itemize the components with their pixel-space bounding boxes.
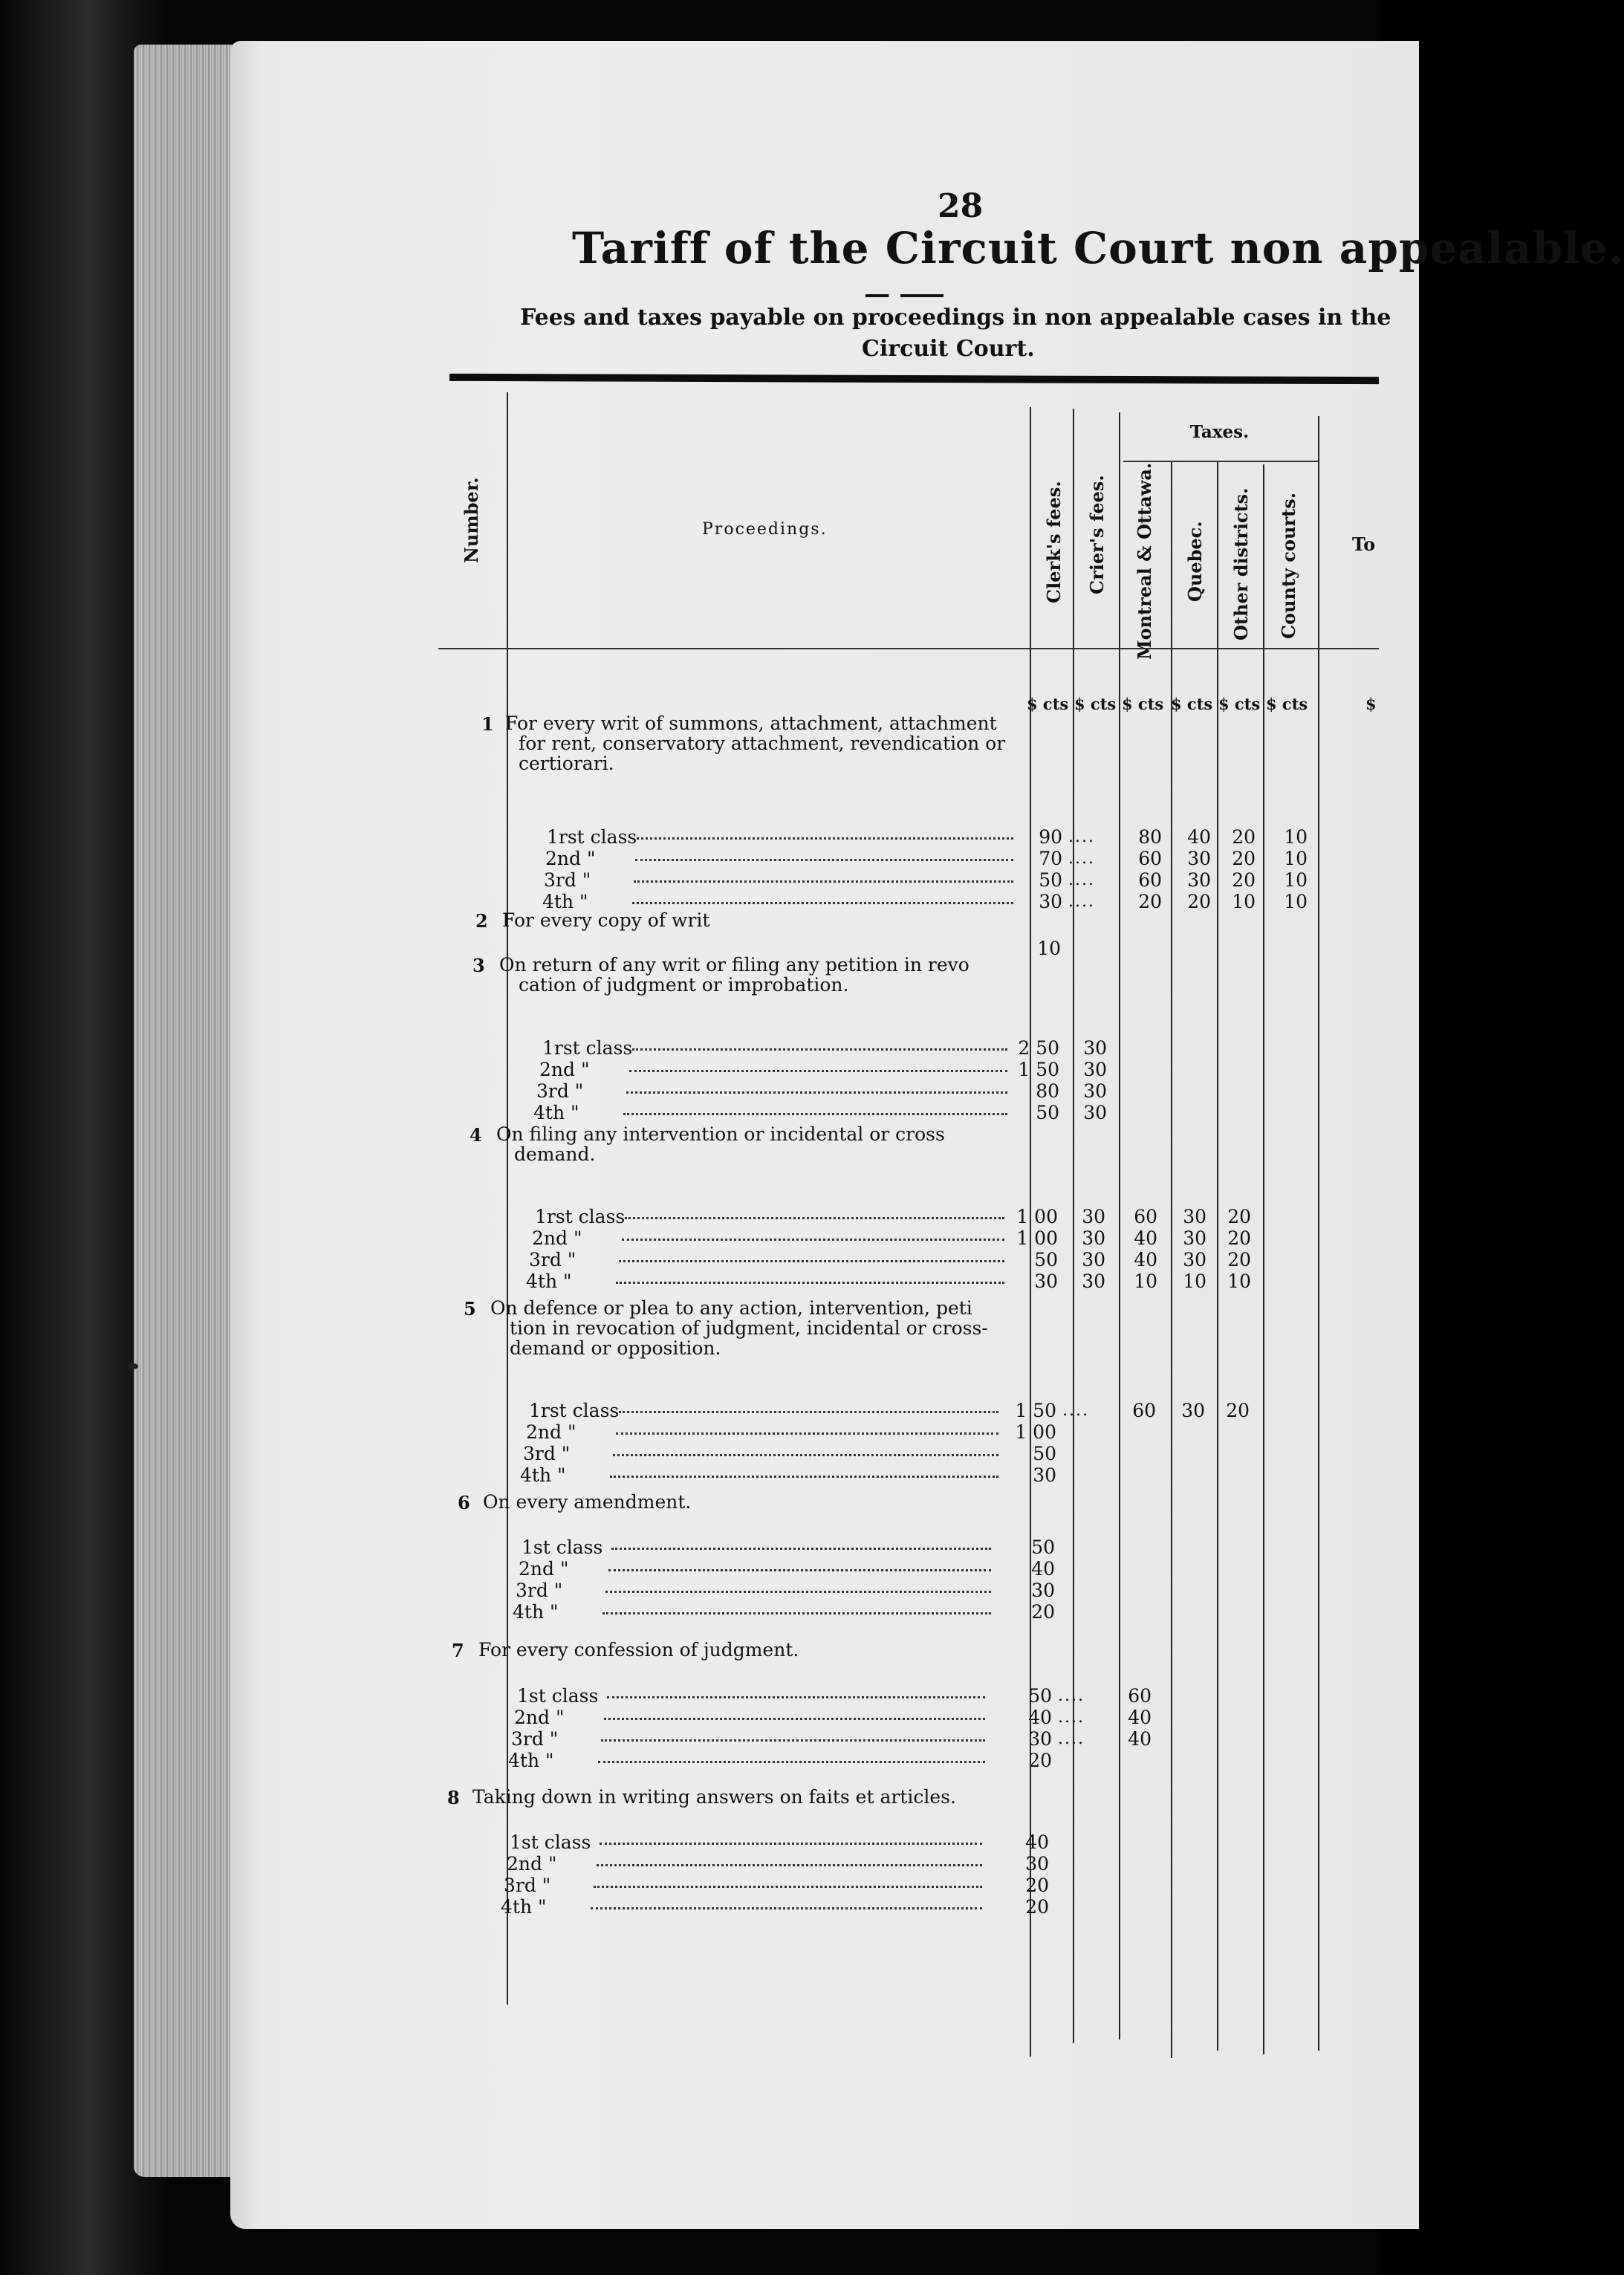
row-description <box>496 1124 1019 1164</box>
class-row <box>545 848 1013 869</box>
row-description-rest: tion in revocation of judgment, incidental or cross-demand or opposition. <box>510 1317 988 1359</box>
cell-clerk: 50 <box>1039 869 1062 891</box>
cell-quebec: 30 <box>1183 1206 1206 1227</box>
class-row <box>504 1875 982 1896</box>
cell-quebec: 30 <box>1183 1227 1206 1249</box>
class-row <box>529 1400 998 1421</box>
cell-quebec: 40 <box>1187 826 1211 848</box>
leader-dots <box>637 837 1013 840</box>
cell-montreal: 40 <box>1134 1249 1157 1270</box>
class-label: 4th " <box>533 1102 579 1123</box>
cell-clerk: 1 00 <box>1016 1206 1058 1227</box>
leader-dots <box>619 1411 998 1413</box>
class-label: 3rd " <box>544 869 591 891</box>
row-number: 6 <box>458 1492 470 1513</box>
cell-clerk: 1 50 <box>1015 1400 1056 1421</box>
leader-dots <box>623 1113 1007 1115</box>
unit-clerk: $ cts <box>1027 695 1069 713</box>
page-number: 28 <box>938 187 984 225</box>
cell-clerk: 2 50 <box>1018 1037 1059 1059</box>
unit-other: $ cts <box>1218 695 1261 713</box>
cell-crier: 30 <box>1082 1227 1105 1249</box>
class-label: 4th " <box>526 1270 572 1292</box>
header-number <box>455 476 499 580</box>
leader-dots <box>616 1282 1004 1284</box>
page-title: Tariff of the Circuit Court non appealable. <box>572 223 1624 273</box>
cell-clerk: 30 <box>1033 1464 1056 1486</box>
cell-county: 10 <box>1284 848 1308 869</box>
row-description-first: On return of any writ or filing any petition in revo <box>499 954 969 976</box>
cell-clerk: 40 <box>1028 1707 1052 1728</box>
leader-dots <box>625 1217 1004 1219</box>
cell-crier-dots: .... <box>1062 1401 1089 1420</box>
leader-dots <box>622 1239 1004 1241</box>
leader-dots <box>591 1907 982 1909</box>
row-number: 1 <box>481 713 494 735</box>
class-row <box>517 1685 985 1707</box>
cell-montreal: 60 <box>1138 848 1162 869</box>
cell-quebec: 30 <box>1187 869 1211 891</box>
cell-other: 20 <box>1227 1206 1251 1227</box>
class-label: 2nd " <box>545 848 596 869</box>
class-label: 2nd " <box>514 1707 565 1728</box>
row-description <box>502 910 1019 930</box>
column-divider <box>1073 409 1074 2043</box>
class-label: 3rd " <box>516 1580 563 1601</box>
cell-clerk-fee: 10 <box>1037 938 1061 959</box>
class-label: 1rst class <box>529 1400 620 1421</box>
cell-clerk: 20 <box>1031 1601 1055 1623</box>
cell-clerk: 50 <box>1031 1536 1055 1558</box>
class-row <box>544 869 1013 891</box>
cell-other: 10 <box>1227 1270 1251 1292</box>
row-description-rest: demand. <box>514 1143 596 1165</box>
cell-other: 20 <box>1227 1249 1251 1270</box>
cell-montreal: 40 <box>1134 1227 1157 1249</box>
column-divider <box>1318 416 1319 2051</box>
leader-dots <box>610 1476 998 1478</box>
leader-dots <box>608 1569 991 1571</box>
row-description-first: On every amendment. <box>483 1491 692 1513</box>
leader-dots <box>602 1612 991 1614</box>
cell-clerk: 1 00 <box>1016 1227 1058 1249</box>
class-row <box>520 1464 998 1486</box>
leader-dots <box>594 1886 982 1888</box>
unit-total: $ <box>1365 695 1377 713</box>
cell-clerk: 50 <box>1028 1685 1052 1707</box>
class-row <box>519 1558 991 1580</box>
header-proceedings: Proceedings. <box>702 520 828 539</box>
cell-montreal: 40 <box>1128 1707 1152 1728</box>
cell-clerk: 50 <box>1033 1443 1056 1464</box>
class-row <box>523 1443 998 1464</box>
class-label: 1rst class <box>535 1206 626 1227</box>
cell-montreal: 80 <box>1138 826 1162 848</box>
cell-other: 20 <box>1232 869 1256 891</box>
row-description-first: On filing any intervention or incidental or cross <box>496 1123 945 1145</box>
class-row <box>508 1750 985 1771</box>
class-row <box>539 1059 1007 1080</box>
cell-clerk: 30 <box>1025 1853 1049 1875</box>
header-taxes: Taxes. <box>1190 422 1250 442</box>
leader-dots <box>613 1454 998 1456</box>
class-row <box>536 1080 1007 1102</box>
class-row <box>514 1707 985 1728</box>
cell-crier: 30 <box>1083 1037 1107 1059</box>
leader-dots <box>598 1761 985 1763</box>
row-number: 7 <box>452 1640 464 1661</box>
leader-dots <box>635 859 1013 861</box>
row-description-first: For every copy of writ <box>502 909 710 931</box>
cell-crier-dots: .... <box>1068 871 1095 889</box>
cell-crier: 30 <box>1082 1249 1105 1270</box>
class-label: 4th " <box>508 1750 554 1771</box>
class-label: 2nd " <box>519 1558 569 1580</box>
cell-quebec: 30 <box>1181 1400 1205 1421</box>
cell-crier-dots: .... <box>1068 828 1095 846</box>
cell-crier: 30 <box>1083 1102 1107 1123</box>
cell-crier: 30 <box>1083 1059 1107 1080</box>
title-ornament <box>865 294 943 297</box>
class-label: 1rst class <box>542 1037 633 1059</box>
cell-crier: 30 <box>1082 1206 1105 1227</box>
page-subtitle-continued: Circuit Court. <box>862 336 1035 362</box>
cell-crier-dots: .... <box>1058 1687 1085 1705</box>
cell-montreal: 20 <box>1138 891 1162 912</box>
taxes-underline <box>1123 461 1318 462</box>
cell-montreal: 60 <box>1132 1400 1156 1421</box>
cell-montreal: 60 <box>1138 869 1162 891</box>
header-other-districts: Other districts. <box>1230 487 1252 640</box>
row-description <box>483 1492 1019 1512</box>
leader-dots <box>634 880 1013 883</box>
class-label: 3rd " <box>529 1249 576 1270</box>
cell-crier: 30 <box>1082 1270 1105 1292</box>
cell-crier: 30 <box>1083 1080 1107 1102</box>
class-row <box>533 1102 1007 1123</box>
header-crier-fees: Crier's fees. <box>1086 475 1108 594</box>
class-row <box>522 1536 991 1558</box>
class-row <box>547 826 1013 848</box>
leader-dots <box>616 1432 998 1435</box>
class-row <box>510 1831 982 1853</box>
cell-quebec: 10 <box>1183 1270 1206 1292</box>
class-label: 2nd " <box>526 1421 576 1443</box>
cell-montreal: 40 <box>1128 1728 1152 1750</box>
class-label: 3rd " <box>511 1728 559 1750</box>
class-label: 2nd " <box>532 1227 582 1249</box>
class-row <box>513 1601 991 1623</box>
cell-clerk: 70 <box>1039 848 1062 869</box>
header-number-label: Number. <box>461 477 482 563</box>
cell-crier-dots: .... <box>1068 849 1095 868</box>
cell-quebec: 20 <box>1187 891 1211 912</box>
class-label: 3rd " <box>504 1875 551 1896</box>
class-row <box>501 1896 982 1918</box>
cell-clerk: 1 00 <box>1015 1421 1056 1443</box>
leader-dots <box>601 1739 985 1742</box>
class-label: 4th " <box>501 1896 547 1918</box>
leader-dots <box>629 1070 1007 1072</box>
cell-other: 20 <box>1227 1227 1251 1249</box>
cell-clerk: 30 <box>1034 1270 1058 1292</box>
class-label: 1st class <box>510 1831 591 1853</box>
cell-clerk: 40 <box>1025 1831 1049 1853</box>
cell-other: 20 <box>1232 826 1256 848</box>
class-row <box>526 1270 1004 1292</box>
leader-dots <box>632 902 1013 904</box>
leader-dots <box>632 1048 1007 1051</box>
row-description <box>490 1298 1019 1358</box>
class-label: 1st class <box>522 1536 603 1558</box>
leader-dots <box>605 1591 991 1593</box>
unit-montreal: $ cts <box>1122 695 1164 713</box>
class-label: 3rd " <box>523 1443 571 1464</box>
cell-montreal: 60 <box>1134 1206 1157 1227</box>
column-divider <box>1119 412 1120 2039</box>
cell-clerk: 80 <box>1036 1080 1059 1102</box>
row-number: 4 <box>470 1124 482 1146</box>
unit-county: $ cts <box>1266 695 1308 713</box>
header-total: To <box>1352 533 1376 555</box>
cell-montreal: 10 <box>1134 1270 1157 1292</box>
row-number: 3 <box>472 955 485 976</box>
unit-quebec: $ cts <box>1171 695 1213 713</box>
header-county-courts: County courts. <box>1278 492 1299 639</box>
row-description-rest: cation of judgment or improbation. <box>519 974 849 996</box>
row-description-first: On defence or plea to any action, intervention, peti <box>490 1297 972 1319</box>
row-description-rest: for rent, conservatory attachment, revendication or certiorari. <box>519 733 1006 774</box>
header-clerk-fees: Clerk's fees. <box>1043 481 1065 603</box>
leader-dots <box>619 1260 1004 1262</box>
cell-county: 10 <box>1284 826 1308 848</box>
class-row <box>507 1853 982 1875</box>
column-divider <box>1263 464 1264 2054</box>
row-description <box>472 1787 1019 1807</box>
unit-crier: $ cts <box>1074 695 1117 713</box>
cell-clerk: 50 <box>1036 1102 1059 1123</box>
cell-county: 10 <box>1284 869 1308 891</box>
header-montreal-ottawa: Montreal & Ottawa. <box>1134 462 1155 660</box>
class-label: 2nd " <box>507 1853 557 1875</box>
class-row <box>511 1728 985 1750</box>
cell-other: 20 <box>1232 848 1256 869</box>
page-subtitle: Fees and taxes payable on proceedings in non appealable cases in the <box>520 305 1391 331</box>
row-number: 2 <box>475 910 488 932</box>
cell-clerk: 1 50 <box>1018 1059 1059 1080</box>
cell-clerk: 50 <box>1034 1249 1058 1270</box>
class-label: 4th " <box>520 1464 566 1486</box>
leader-dots <box>611 1548 991 1550</box>
cell-clerk: 20 <box>1025 1875 1049 1896</box>
leader-dots <box>604 1718 985 1720</box>
row-description <box>499 955 1019 995</box>
row-description-first: For every confession of judgment. <box>478 1639 799 1661</box>
cell-quebec: 30 <box>1183 1249 1206 1270</box>
cell-clerk: 30 <box>1039 891 1062 912</box>
class-row <box>542 1037 1007 1059</box>
row-description-first: For every writ of summons, attachment, attachment <box>505 713 997 734</box>
row-description <box>478 1640 1019 1660</box>
leader-dots <box>600 1843 982 1845</box>
cell-crier-dots: .... <box>1058 1730 1085 1748</box>
leader-dots <box>597 1864 982 1866</box>
cell-clerk: 30 <box>1031 1580 1055 1601</box>
class-label: 1rst class <box>547 826 637 848</box>
cell-other: 10 <box>1232 891 1256 912</box>
class-label: 2nd " <box>539 1059 590 1080</box>
leader-dots <box>626 1091 1007 1094</box>
class-label: 4th " <box>513 1601 559 1623</box>
cell-county: 10 <box>1284 891 1308 912</box>
class-row <box>526 1421 998 1443</box>
row-number: 5 <box>464 1298 476 1320</box>
class-label: 1st class <box>517 1685 599 1707</box>
class-row <box>532 1227 1004 1249</box>
class-label: 4th " <box>542 891 588 912</box>
header-quebec: Quebec. <box>1184 521 1206 602</box>
class-label: 3rd " <box>536 1080 584 1102</box>
cell-clerk: 90 <box>1039 826 1062 848</box>
ink-speck <box>128 1363 138 1369</box>
class-row <box>535 1206 1004 1227</box>
header-bottom-rule <box>438 648 1379 649</box>
row-number: 8 <box>447 1787 460 1808</box>
row-description <box>505 713 1019 773</box>
cell-crier-dots: .... <box>1068 892 1095 911</box>
row-description-first: Taking down in writing answers on faits et articles. <box>472 1786 956 1808</box>
class-row <box>529 1249 1004 1270</box>
cell-clerk: 30 <box>1028 1728 1052 1750</box>
cell-montreal: 60 <box>1128 1685 1152 1707</box>
leader-dots <box>607 1696 985 1698</box>
class-row <box>516 1580 991 1601</box>
cell-clerk: 20 <box>1028 1750 1052 1771</box>
cell-crier-dots: .... <box>1058 1708 1085 1727</box>
cell-clerk: 40 <box>1031 1558 1055 1580</box>
cell-quebec: 30 <box>1187 848 1211 869</box>
cell-clerk: 20 <box>1025 1896 1049 1918</box>
cell-other: 20 <box>1226 1400 1250 1421</box>
